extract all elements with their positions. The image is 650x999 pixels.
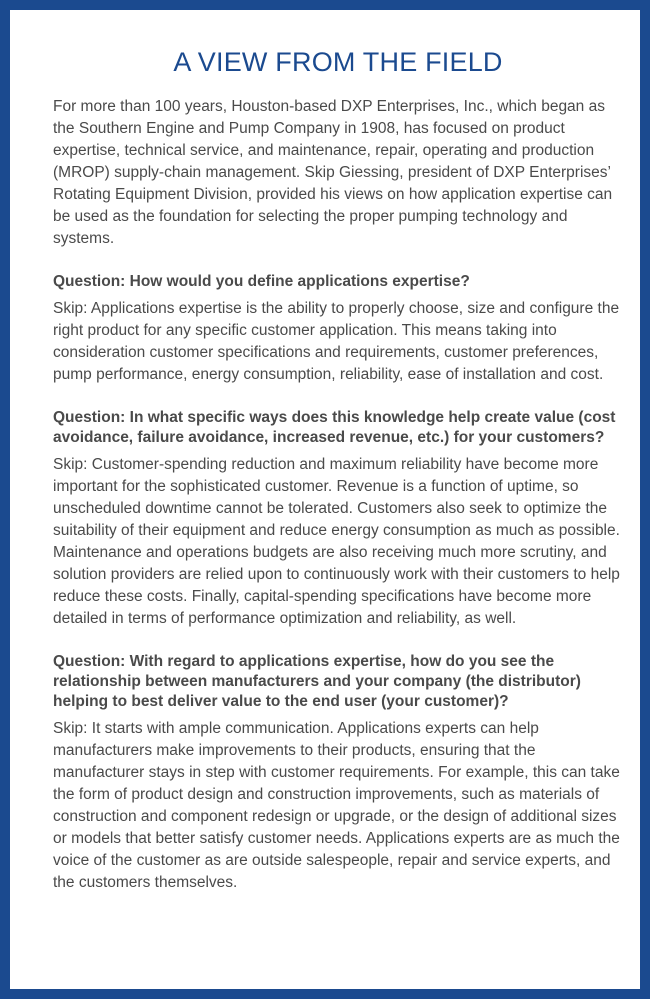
- qa-block-1: [53, 272, 623, 386]
- qa-block-2: [53, 408, 623, 630]
- page-title: A VIEW FROM THE FIELD: [173, 47, 503, 77]
- intro-paragraph: For more than 100 years, Houston-based DXP Enterprises, Inc., which began as the Southern Engine and Pump Company in 1908, has focused on product expertise, technical service, and maintenance, repair, operating and production (MROP) supply-chain management. Skip Giessing, president of DXP Enterprises’ Rotating Equipment Division, provided his views on how application expertise can be used as the foundation for selecting the proper pumping technology and systems.: [53, 98, 613, 247]
- answer-3: Skip: It starts with ample communication. Applications experts can help manufacturers make improvements to their products, ensuring that the manufacturer stays in step with customer requirements. For example, this can take the form of product design and construction improvements, such as materials of construction and component redesign or upgrade, or the design of additional sizes or models that better satisfy customer needs. Applications experts are as much the voice of the customer as are outside salespeople, repair and service experts, and the customers themselves.: [53, 720, 620, 891]
- question-3: Question: With regard to applications expertise, how do you see the relationship between manufacturers and your company (the distributor) helping to best deliver value to the end user (your customer)?: [53, 653, 581, 710]
- answer-2: Skip: Customer-spending reduction and maximum reliability have become more important for the sophisticated customer. Revenue is a function of uptime, so unscheduled downtime cannot be tolerated. Customers also seek to optimize the suitability of their equipment and reduce energy consumption as much as possible. Maintenance and operations budgets are also receiving much more scrutiny, and solution providers are relied upon to continuously work with their customers to help reduce these costs. Finally, capital-spending specifications have become more detailed in terms of performance optimization and reliability, as well.: [53, 456, 620, 627]
- answer-1: Skip: Applications expertise is the ability to properly choose, size and configure the right product for any specific customer application. This means taking into consideration customer specifications and requirements, customer preferences, pump performance, energy consumption, reliability, ease of installation and cost.: [53, 300, 620, 383]
- question-2: Question: In what specific ways does this knowledge help create value (cost avoidance, failure avoidance, increased revenue, etc.) for your customers?: [53, 409, 616, 446]
- article-content: [53, 10, 623, 894]
- question-1: Question: How would you define applications expertise?: [53, 273, 470, 290]
- qa-block-3: [53, 652, 623, 894]
